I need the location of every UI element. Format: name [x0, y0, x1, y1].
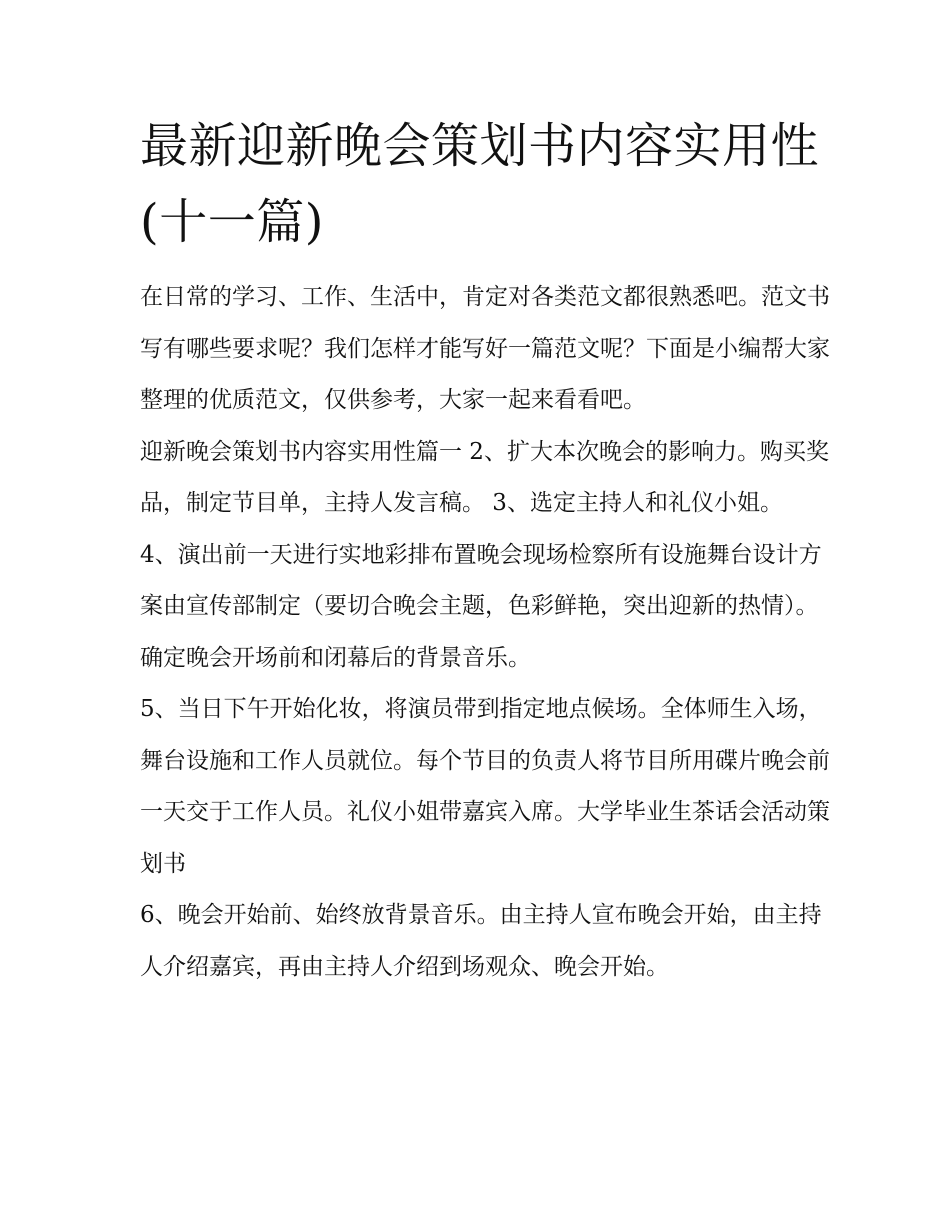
paragraph-section-one: 迎新晚会策划书内容实用性篇一 2、扩大本次晚会的影响力。购买奖品，制定节目单，主持人发言稿。 3、选定主持人和礼仪小姐。 [140, 438, 829, 516]
paragraph-item-6: 6、晚会开始前、始终放背景音乐。由主持人宣布晚会开始，由主持人介绍嘉宾，再由主持人介绍到场观众、晚会开始。 [140, 902, 822, 980]
document-body [140, 272, 830, 993]
document-page [140, 108, 830, 993]
paragraph-item-4: 4、演出前一天进行实地彩排布置晚会现场检察所有设施舞台设计方案由宣传部制定（要切合晚会主题，色彩鲜艳，突出迎新的热情）。确定晚会开场前和闭幕后的背景音乐。 [140, 541, 822, 671]
paragraph-item-5: 5、当日下午开始化妆，将演员带到指定地点候场。全体师生入场，舞台设施和工作人员就位。每个节目的负责人将节目所用碟片晚会前一天交于工作人员。礼仪小姐带嘉宾入席。大学毕业生茶话会活动策划书 [140, 696, 830, 877]
paragraph-intro: 在日常的学习、工作、生活中，肯定对各类范文都很熟悉吧。范文书写有哪些要求呢？我们怎样才能写好一篇范文呢？下面是小编帮大家整理的优质范文，仅供参考，大家一起来看看吧。 [140, 284, 830, 413]
document-title: 最新迎新晚会策划书内容实用性(十一篇) [140, 118, 820, 250]
